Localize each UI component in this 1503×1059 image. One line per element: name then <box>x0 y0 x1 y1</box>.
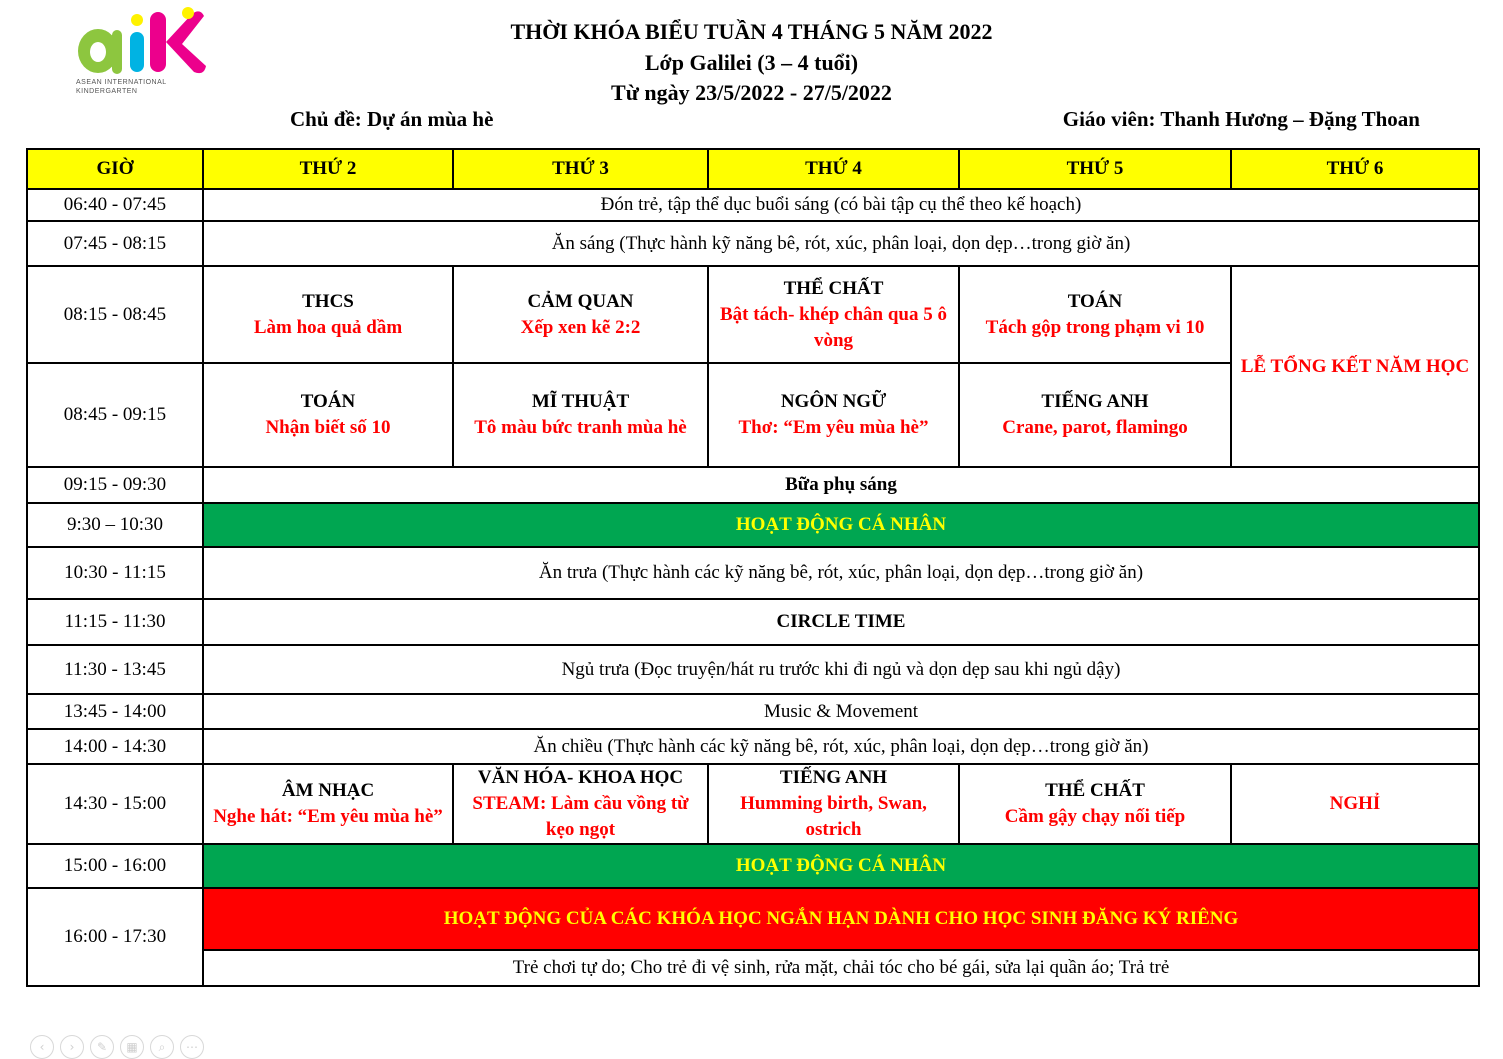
lesson-activity: Cầm gậy chạy nối tiếp <box>1004 806 1186 827</box>
day-off-cell: NGHỈ <box>1231 764 1479 844</box>
more-icon[interactable]: ⋯ <box>180 1035 204 1059</box>
lesson-activity: Thơ: “Em yêu mùa hè” <box>738 417 929 438</box>
lesson-cell <box>959 266 1231 363</box>
next-icon[interactable]: › <box>60 1035 84 1059</box>
lesson-subject: ÂM NHẠC <box>281 780 375 801</box>
time-cell: 10:30 - 11:15 <box>27 547 203 599</box>
individual-activity-cell: HOẠT ĐỘNG CÁ NHÂN <box>203 503 1479 547</box>
lesson-activity: Nhận biết số 10 <box>265 417 391 438</box>
lesson-activity: Nghe hát: “Em yêu mùa hè” <box>213 806 443 827</box>
timetable <box>26 148 1480 987</box>
activity-cell: Ngủ trưa (Đọc truyện/hát ru trước khi đi ngủ và dọn dẹp sau khi ngủ dậy) <box>203 645 1479 694</box>
table-row <box>27 221 1479 266</box>
activity-cell: Ăn chiều (Thực hành các kỹ năng bê, rót, xúc, phân loại, dọn dẹp…trong giờ ăn) <box>203 729 1479 764</box>
lesson-subject: VĂN HÓA- KHOA HỌC <box>477 767 684 788</box>
lesson-activity: Xếp xen kẽ 2:2 <box>520 316 641 338</box>
lesson-subject: CẢM QUAN <box>527 290 634 312</box>
slideshow-toolbar <box>30 1035 204 1055</box>
time-cell: 11:30 - 13:45 <box>27 645 203 694</box>
lesson-subject: MĨ THUẬT <box>531 391 630 412</box>
header-friday: THỨ 6 <box>1231 149 1479 189</box>
table-row <box>27 694 1479 729</box>
pen-icon[interactable]: ✎ <box>90 1035 114 1059</box>
date-range: Từ ngày 23/5/2022 - 27/5/2022 <box>611 80 892 105</box>
lesson-cell <box>708 266 959 363</box>
time-cell: 07:45 - 08:15 <box>27 221 203 266</box>
activity-cell: Ăn trưa (Thực hành các kỹ năng bê, rót, xúc, phân loại, dọn dẹp…trong giờ ăn) <box>203 547 1479 599</box>
header-wednesday: THỨ 4 <box>708 149 959 189</box>
table-row <box>27 888 1479 950</box>
schedule-title: THỜI KHÓA BIỂU TUẦN 4 THÁNG 5 NĂM 2022 <box>510 19 993 44</box>
class-name: Lớp Galilei (3 – 4 tuổi) <box>644 50 859 75</box>
time-cell: 08:45 - 09:15 <box>27 363 203 467</box>
activity-cell: Đón trẻ, tập thể dục buổi sáng (có bài tập cụ thể theo kế hoạch) <box>203 189 1479 221</box>
table-row <box>27 503 1479 547</box>
closing-ceremony-cell: LỄ TỔNG KẾT NĂM HỌC <box>1231 266 1479 467</box>
table-row <box>27 729 1479 764</box>
lesson-activity: Tô màu bức tranh mùa hè <box>474 417 687 438</box>
time-cell: 08:15 - 08:45 <box>27 266 203 363</box>
header-thursday: THỨ 5 <box>959 149 1231 189</box>
lesson-activity: Tách gộp trong phạm vi 10 <box>985 316 1205 338</box>
teacher-label: Giáo viên: Thanh Hương – Đặng Thoan <box>1062 107 1420 131</box>
time-cell: 15:00 - 16:00 <box>27 844 203 888</box>
lesson-cell <box>708 363 959 467</box>
previous-icon[interactable]: ‹ <box>30 1035 54 1059</box>
table-row <box>27 547 1479 599</box>
table-row <box>27 599 1479 645</box>
table-row <box>27 189 1479 221</box>
time-cell: 06:40 - 07:45 <box>27 189 203 221</box>
lesson-cell <box>203 764 453 844</box>
lesson-subject: THỂ CHẤT <box>1045 780 1145 801</box>
lesson-activity: Humming birth, Swan, ostrich <box>740 793 927 840</box>
header-row <box>27 149 1479 189</box>
lesson-cell <box>453 266 708 363</box>
activity-cell: Trẻ chơi tự do; Cho trẻ đi vệ sinh, rửa mặt, chải tóc cho bé gái, sửa lại quần áo; Trả trẻ <box>203 950 1479 986</box>
time-cell: 16:00 - 17:30 <box>27 888 203 986</box>
lesson-activity: Làm hoa quả dầm <box>253 316 403 338</box>
snack-cell: Bữa phụ sáng <box>203 467 1479 503</box>
activity-cell: Ăn sáng (Thực hành kỹ năng bê, rót, xúc, phân loại, dọn dẹp…trong giờ ăn) <box>203 221 1479 266</box>
lesson-subject: THCS <box>302 290 354 312</box>
lesson-cell <box>959 363 1231 467</box>
header-tuesday: THỨ 3 <box>453 149 708 189</box>
lesson-subject: TOÁN <box>1067 290 1123 312</box>
circle-time-cell: CIRCLE TIME <box>203 599 1479 645</box>
table-row <box>27 764 1479 844</box>
lesson-subject: TIẾNG ANH <box>1041 391 1149 412</box>
slides-icon[interactable]: ▦ <box>120 1035 144 1059</box>
lesson-subject: TOÁN <box>300 391 356 412</box>
table-row <box>27 844 1479 888</box>
table-row <box>27 467 1479 503</box>
lesson-subject: THỂ CHẤT <box>783 277 884 299</box>
time-cell: 14:30 - 15:00 <box>27 764 203 844</box>
lesson-cell <box>453 363 708 467</box>
lesson-cell <box>453 764 708 844</box>
individual-activity-cell: HOẠT ĐỘNG CÁ NHÂN <box>203 844 1479 888</box>
lesson-cell <box>203 363 453 467</box>
lesson-activity: Crane, parot, flamingo <box>1002 417 1188 438</box>
lesson-activity: Bật tách- khép chân qua 5 ô vòng <box>720 303 947 351</box>
lesson-cell <box>708 764 959 844</box>
time-cell: 14:00 - 14:30 <box>27 729 203 764</box>
short-course-cell: HOẠT ĐỘNG CỦA CÁC KHÓA HỌC NGẮN HẠN DÀNH CHO HỌC SINH ĐĂNG KÝ RIÊNG <box>203 888 1479 950</box>
table-row <box>27 266 1479 363</box>
header-time: GIỜ <box>27 149 203 189</box>
header-monday: THỨ 2 <box>203 149 453 189</box>
table-row <box>27 950 1479 986</box>
logo-subtitle: ASEAN INTERNATIONAL KINDERGARTEN <box>76 79 167 95</box>
theme-label: Chủ đề: Dự án mùa hè <box>290 107 494 131</box>
time-cell: 11:15 - 11:30 <box>27 599 203 645</box>
time-cell: 13:45 - 14:00 <box>27 694 203 729</box>
lesson-activity: STEAM: Làm cầu vồng từ kẹo ngọt <box>472 793 689 840</box>
time-cell: 09:15 - 09:30 <box>27 467 203 503</box>
lesson-subject: TIẾNG ANH <box>779 767 888 788</box>
lesson-subject: NGÔN NGỮ <box>780 391 887 412</box>
activity-cell: Music & Movement <box>203 694 1479 729</box>
time-cell: 9:30 – 10:30 <box>27 503 203 547</box>
lesson-cell <box>959 764 1231 844</box>
zoom-icon[interactable]: ⌕ <box>150 1035 174 1059</box>
lesson-cell <box>203 266 453 363</box>
table-row <box>27 645 1479 694</box>
